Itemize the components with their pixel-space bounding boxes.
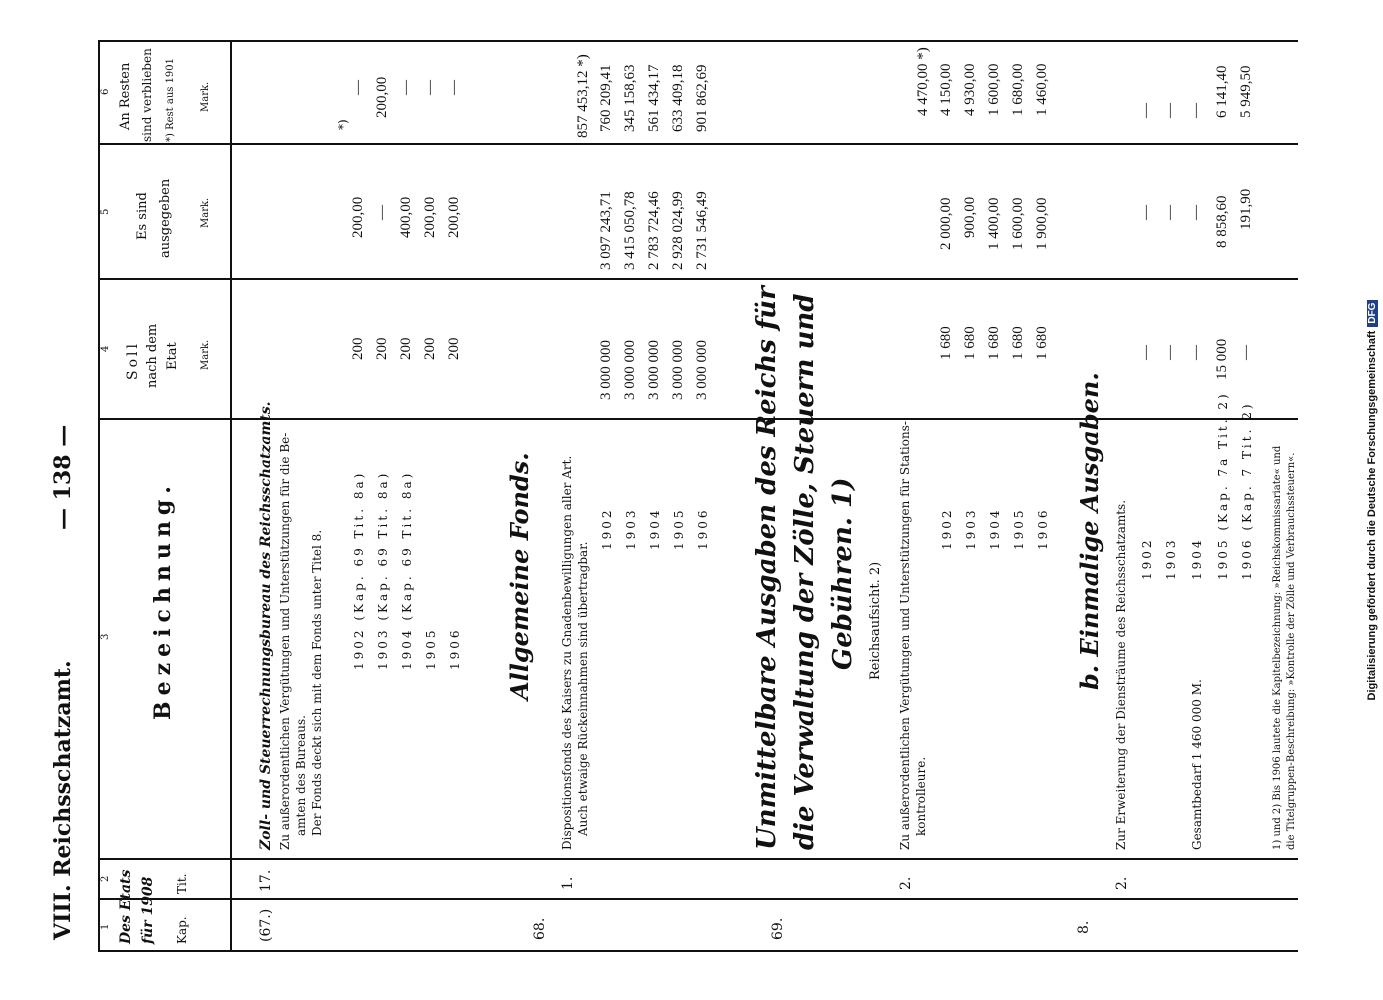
s67-rest-3: — [398, 80, 414, 95]
hdr-ausgegeben: ausgegeben [158, 178, 173, 258]
s67-year-3: 1904 (Kap. 69 Tit. 8a) [400, 470, 414, 670]
chapter-title: VIII. Reichsschatzamt. [50, 660, 76, 940]
s68-aus-2: 3 415 050,78 [622, 191, 638, 270]
s69-soll-2: 1 680 [962, 326, 978, 360]
s8-year-1: 1902 [1140, 537, 1154, 580]
s8-kap: 8. [1076, 920, 1092, 934]
s67-rest-5: — [446, 80, 462, 95]
s67-soll-2: 200 [374, 337, 390, 360]
s8-soll-4: 15 000 [1214, 338, 1230, 380]
s68-rest-star: 857 453,12 *) [575, 54, 591, 138]
s69-title-3: Gebühren. 1) [828, 477, 858, 670]
s8-year-2: 1903 [1164, 537, 1178, 580]
s67-rest-1: — [350, 80, 366, 95]
s8-rest-5: 5 949,50 [1238, 65, 1254, 118]
s67-soll-3: 200 [398, 337, 414, 360]
s67-soll-4: 200 [422, 337, 438, 360]
s67-aus-1: 200,00 [350, 196, 366, 238]
s8-text-1: Zur Erweiterung der Diensträume des Reichsschatzamts. [1114, 499, 1128, 850]
s69-aus-2: 900,00 [962, 196, 978, 238]
page-number: — 138 — [50, 424, 76, 530]
s8-year-5: 1906 (Kap. 7 Tit. 2) [1240, 401, 1254, 580]
s67-kap: (67.) [258, 908, 274, 942]
s68-aus-4: 2 928 024,99 [670, 191, 686, 270]
s69-year-1: 1902 [940, 507, 954, 550]
footnote-line-1: 1) und 2) Bis 1906 lautete die Kapitelbezeichnung: »Reichskommissariate« und [1272, 445, 1283, 850]
col-num-2: 2 [100, 875, 111, 882]
s69-year-3: 1904 [988, 507, 1002, 550]
s69-soll-5: 1 680 [1034, 326, 1050, 360]
s67-rest-4: — [422, 80, 438, 95]
s68-rest-1: 760 209,41 [598, 64, 614, 132]
hdr-sind-verblieben: sind verblieben [140, 48, 154, 142]
s69-year-2: 1903 [964, 507, 978, 550]
s67-text-1: Zu außerordentlichen Vergütungen und Unterstützungen für die Be- [278, 432, 292, 850]
s69-rest-4: 1 680,00 [1010, 63, 1026, 116]
s8-soll-2: — [1162, 345, 1178, 360]
s68-rest-5: 901 862,69 [694, 64, 710, 132]
s68-year-2: 1903 [624, 507, 638, 550]
s69-aus-5: 1 900,00 [1034, 197, 1050, 250]
s8-soll-1: — [1138, 345, 1154, 360]
s68-text-2: Auch etwaige Rückeinnahmen sind übertragbar. [576, 541, 590, 836]
col-num-5: 5 [100, 208, 111, 215]
s69-text-2: kontrolleure. [914, 756, 928, 836]
s69-rest-5: 1 460,00 [1034, 63, 1050, 116]
s67-soll-1: 200 [350, 337, 366, 360]
s67-year-5: 1906 [448, 627, 462, 670]
s68-soll-1: 3 000 000 [598, 340, 614, 400]
s67-aus-4: 200,00 [422, 196, 438, 238]
hdr-es-sind: Es sind [135, 192, 150, 240]
s69-soll-1: 1 680 [938, 326, 954, 360]
s8-tit: 2. [1114, 876, 1130, 890]
s8-year-4: 1905 (Kap. 7a Tit. 2) [1216, 391, 1230, 580]
s68-year-5: 1906 [696, 507, 710, 550]
s8-aus-3: — [1188, 205, 1204, 220]
s69-soll-4: 1 680 [1010, 326, 1026, 360]
s68-aus-1: 3 097 243,71 [598, 191, 614, 270]
hdr-mark-6: Mark. [200, 81, 211, 112]
hdr-fuer-1908: für 1908 [140, 876, 156, 944]
s68-soll-5: 3 000 000 [694, 340, 710, 400]
s8-title: b. Einmalige Ausgaben. [1075, 372, 1104, 690]
hdr-tit: Tit. [175, 873, 189, 894]
s69-subtitle: Reichsaufsicht. 2) [868, 561, 883, 680]
s67-aus-5: 200,00 [446, 196, 462, 238]
footnote-line-2: die Titelgruppen-Beschreibung: »Kontrolle der Zölle und Verbrauchssteuern«. [1286, 452, 1297, 850]
s69-tit: 2. [898, 876, 914, 890]
s68-year-4: 1905 [672, 507, 686, 550]
s67-year-4: 1905 [424, 627, 438, 670]
s67-aus-3: 400,00 [398, 196, 414, 238]
s68-year-1: 1902 [600, 507, 614, 550]
s8-aus-5: 191,90 [1238, 188, 1254, 230]
s68-aus-3: 2 783 724,46 [646, 191, 662, 270]
s69-rest-1: 4 150,00 [938, 63, 954, 116]
digitization-note-text: Digitalisierung gefördert durch die Deutsche Forschungsgemeinschaft [1366, 330, 1378, 701]
col-num-6: 6 [100, 88, 111, 95]
hdr-mark-4: Mark. [200, 339, 211, 370]
s67-text-3: Der Fonds deckt sich mit dem Fonds unter Titel 8. [310, 529, 324, 836]
s68-text-1: Dispositionsfonds des Kaisers zu Gnadenbewilligungen aller Art. [560, 455, 574, 850]
s8-year-3: 1904 [1190, 537, 1204, 580]
s68-rest-2: 345 158,63 [622, 64, 638, 132]
s68-tit: 1. [560, 876, 576, 890]
hdr-soll: Soll [125, 341, 141, 380]
s69-year-4: 1905 [1012, 507, 1026, 550]
s68-aus-5: 2 731 546,49 [694, 191, 710, 270]
col-num-1: 1 [100, 923, 111, 930]
s68-rest-4: 633 409,18 [670, 64, 686, 132]
hdr-rest-1901: *) Rest aus 1901 [165, 57, 176, 142]
s8-soll-5: — [1238, 345, 1254, 360]
s68-kap: 68. [532, 917, 548, 940]
s69-soll-3: 1 680 [986, 326, 1002, 360]
s8-gesamt: Gesamtbedarf 1 460 000 M. [1190, 679, 1204, 850]
s8-aus-1: — [1138, 205, 1154, 220]
s69-rest-2: 4 930,00 [962, 63, 978, 116]
col-num-3: 3 [100, 633, 111, 640]
s67-tit: 17. [258, 869, 274, 892]
s67-year-2: 1903 (Kap. 69 Tit. 8a) [376, 470, 390, 670]
s69-year-5: 1906 [1036, 507, 1050, 550]
s8-aus-2: — [1162, 205, 1178, 220]
hdr-bezeichnung: Bezeichnung. [150, 480, 176, 720]
hdr-etat: Etat [165, 342, 180, 370]
s68-title: Allgemeine Fonds. [505, 452, 534, 700]
s67-aus-2: — [374, 205, 390, 220]
s8-rest-4: 6 141,40 [1214, 65, 1230, 118]
s67-rest-2: 200,00 [374, 76, 390, 118]
s8-rest-1: — [1138, 103, 1154, 118]
s69-aus-4: 1 600,00 [1010, 197, 1026, 250]
hdr-nach-dem: nach dem [145, 323, 160, 388]
s8-rest-2: — [1162, 103, 1178, 118]
digitization-note [1366, 0, 1383, 1000]
s67-title: Zoll- und Steuerrechnungsbureau des Reichsschatzamts. [258, 401, 274, 850]
hdr-des-etats: Des Etats [118, 869, 134, 944]
s67-star: *) [336, 119, 350, 130]
s68-soll-4: 3 000 000 [670, 340, 686, 400]
s69-text-1: Zu außerordentlichen Vergütungen und Unterstützungen für Stations- [898, 421, 912, 850]
s69-title-1: Unmittelbare Ausgaben des Reichs für [752, 286, 782, 850]
hdr-kap: Kap. [175, 916, 189, 944]
s8-rest-3: — [1188, 103, 1204, 118]
dfg-logo: DFG [1367, 300, 1378, 327]
hdr-mark-5: Mark. [200, 197, 211, 228]
s68-year-3: 1904 [648, 507, 662, 550]
s8-soll-3: — [1188, 345, 1204, 360]
s68-soll-2: 3 000 000 [622, 340, 638, 400]
s69-title-2: die Verwaltung der Zölle, Steuern und [790, 293, 820, 850]
s69-rest-star: 4 470,00 *) [915, 47, 931, 116]
s69-aus-3: 1 400,00 [986, 197, 1002, 250]
s69-aus-1: 2 000,00 [938, 197, 954, 250]
s67-soll-5: 200 [446, 337, 462, 360]
s68-rest-3: 561 434,17 [646, 64, 662, 132]
s67-year-1: 1902 (Kap. 69 Tit. 8a) [352, 470, 366, 670]
hdr-an-resten: An Resten [118, 62, 133, 130]
col-num-4: 4 [100, 345, 111, 352]
s68-soll-3: 3 000 000 [646, 340, 662, 400]
s67-text-2: amten des Bureaus. [294, 715, 308, 836]
s69-kap: 69. [770, 917, 786, 940]
s8-aus-4: 8 858,60 [1214, 195, 1230, 248]
s69-rest-3: 1 600,00 [986, 63, 1002, 116]
